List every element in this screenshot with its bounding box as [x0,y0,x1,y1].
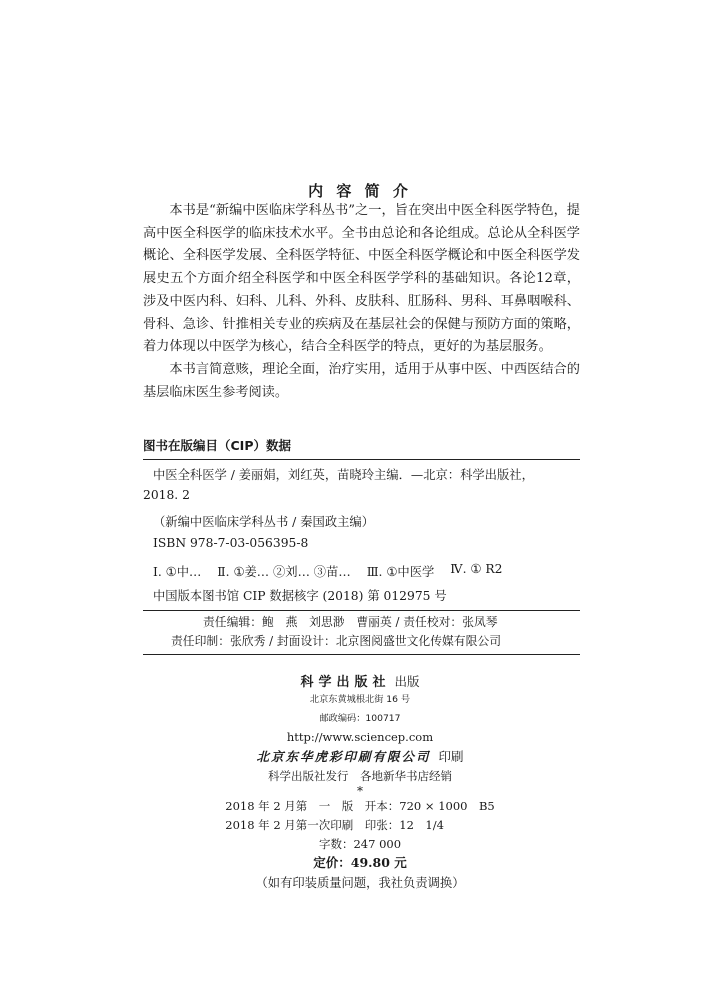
cip-classification [153,562,502,580]
postcode: 邮政编码：100717 [319,713,401,724]
publisher-address: 北京东黄城根北街 16 号 [309,694,411,705]
printer-name: 北京东华虎彩印刷有限公司 [256,749,431,764]
distribution: 科学出版社发行 各地新华书店经销 [268,769,452,783]
cip-year-line: 2018. 2 [143,488,190,502]
intro-paragraph: 本书言简意赅，理论全面，治疗实用，适用于从事中医、中西医结合的基层临床医生参考阅读。 [143,361,580,400]
cip-title-line: 中医全科医学 / 姜丽娟，刘红英，苗晓玲主编．—北京：科学出版社， [153,468,534,482]
intro-title: 内 容 简 介 [308,182,412,200]
edition-line: 2018 年 2 月第 一 版 开本：720 × 1000 B5 [225,799,495,813]
cip-isbn-line: ISBN 978-7-03-056395-8 [153,536,309,550]
imprint [140,672,580,893]
staff-production: 责任印制：张欣秀 / 封面设计：北京图阅盛世文化传媒有限公司 [171,634,501,648]
separator-star: * [357,784,363,798]
quality-notice: （如有印装质量问题，我社负责调换） [255,876,465,890]
publisher-url: http://www.sciencep.com [286,730,434,744]
printing-line: 2018 年 2 月第一次印刷 印张：12 1/4 [225,818,444,832]
cip-series-line: （新编中医临床学科丛书 / 秦国政主编） [153,515,375,529]
cip-class-item: Ⅳ. ① R2 [450,562,503,576]
publisher-name: 科学出版社 [300,675,391,690]
cip-class-item: Ⅲ. ①中医学 [366,565,435,579]
divider [143,654,580,655]
publisher-suffix: 出版 [394,674,420,689]
word-count: 字数：247 000 [318,837,402,851]
printer-suffix: 印刷 [438,749,464,764]
cip-heading: 图书在版编目（CIP）数据 [143,437,580,460]
cip-verification: 中国版本图书馆 CIP 数据核字 (2018) 第 012975 号 [153,589,447,603]
price: 定价：49.80 元 [313,855,407,870]
intro-section [143,200,580,404]
staff-editors: 责任编辑：鲍 燕 刘思渺 曹丽英 / 责任校对：张凤琴 [203,615,498,629]
cip-class-item: Ⅰ. ①中… [153,565,202,579]
cip-class-item: Ⅱ. ①姜… ②刘… ③苗… [217,565,351,579]
staff-credits [143,610,580,651]
intro-paragraph: 本书是“新编中医临床学科丛书”之一，旨在突出中医全科医学特色，提高中医全科医学的临床技术水平。全书由总论和各论组成。总论从全科医学概论、全科医学发展、全科医学特征、中医全科医学概论和中医全科医学发展史五个方面介绍全科医学和中医全科医学学科的基础知识。各论12章，涉及中医内科、妇科、儿科、外科、皮肤科、肛肠科、男科、耳鼻咽喉科、骨科、急诊、针推相关专业的疾病及在基层社会的保健与预防方面的策略，着力体现以中医学为核心，结合全科医学的特点，更好的为基层服务。 [143,203,580,355]
edition-info [225,797,494,835]
